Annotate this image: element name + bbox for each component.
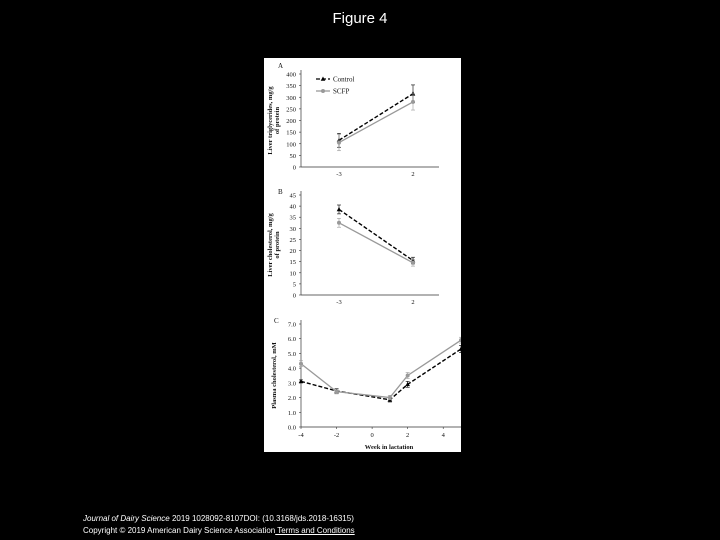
- y-axis-label: Plasma cholesterol, mM: [271, 342, 278, 409]
- y-tick-label: 350: [286, 83, 296, 91]
- panel-label-A: A: [278, 62, 284, 70]
- citation-text: 2019 1028092-8107DOI: (10.3168/jds.2018-16315): [169, 514, 354, 523]
- y-tick-label: 10: [289, 270, 296, 278]
- legend-label-control: Control: [333, 75, 355, 84]
- y-tick-label: 150: [286, 129, 296, 137]
- y-tick-label: 0: [292, 292, 296, 300]
- data-point-control: [337, 207, 342, 211]
- x-tick-label: 2: [406, 432, 410, 439]
- y-axis-label: Liver cholesterol, mg/g: [267, 213, 274, 277]
- series-line-scfp: [301, 340, 461, 397]
- series-line-scfp: [339, 223, 413, 263]
- x-tick-label: 0: [370, 432, 374, 439]
- y-tick-label: 3.0: [287, 380, 296, 388]
- y-axis-label-line2: of protein: [274, 106, 281, 135]
- journal-name: Journal of Dairy Science: [83, 514, 170, 523]
- y-tick-label: 35: [289, 214, 296, 222]
- x-tick-label: -3: [336, 171, 342, 178]
- y-tick-label: 30: [289, 225, 296, 233]
- x-tick-label: 2: [411, 299, 415, 306]
- y-tick-label: 250: [286, 106, 296, 114]
- data-point-scfp: [411, 100, 415, 104]
- y-tick-label: 0.0: [287, 424, 296, 432]
- figure-panel: [264, 58, 461, 452]
- y-tick-label: 100: [286, 141, 296, 149]
- figure-chart: [264, 58, 461, 452]
- data-point-scfp: [388, 396, 392, 400]
- data-point-scfp: [411, 261, 415, 265]
- y-tick-label: 20: [289, 248, 296, 256]
- y-tick-label: 5.0: [287, 350, 296, 358]
- data-point-scfp: [299, 362, 303, 366]
- series-line-control: [339, 94, 413, 141]
- y-tick-label: 0: [292, 164, 296, 172]
- y-tick-label: 40: [289, 203, 296, 211]
- data-point-control: [299, 379, 304, 383]
- legend-label-scfp: SCFP: [333, 87, 350, 96]
- x-tick-label: -4: [298, 432, 304, 439]
- citation-footer: [83, 513, 355, 537]
- y-axis-label: Liver triglycerides, mg/g: [267, 86, 274, 155]
- x-tick-label: 2: [411, 171, 415, 178]
- y-tick-label: 5: [292, 281, 296, 289]
- data-point-scfp: [406, 374, 410, 378]
- citation-line: [83, 513, 355, 525]
- y-tick-label: 400: [286, 71, 296, 79]
- y-tick-label: 1.0: [287, 409, 296, 417]
- y-tick-label: 25: [289, 236, 296, 244]
- y-tick-label: 4.0: [287, 365, 296, 373]
- y-tick-label: 45: [289, 192, 296, 200]
- y-axis-label-line2: of protein: [274, 231, 281, 259]
- y-tick-label: 15: [289, 259, 296, 267]
- x-tick-label: -3: [336, 299, 342, 306]
- data-point-scfp: [335, 390, 339, 394]
- panel-label-C: C: [274, 317, 279, 325]
- data-point-control: [459, 347, 461, 351]
- copyright-text: Copyright © 2019 American Dairy Science Association: [83, 526, 276, 535]
- x-tick-label: -2: [333, 432, 340, 439]
- copyright-line: [83, 525, 355, 537]
- series-line-control: [339, 209, 413, 260]
- data-point-scfp: [337, 221, 341, 225]
- data-point-scfp: [337, 141, 341, 145]
- y-tick-label: 200: [286, 118, 296, 125]
- y-tick-label: 300: [286, 94, 296, 102]
- y-tick-label: 7.0: [287, 321, 296, 329]
- x-axis-label: Week in lactation: [364, 444, 414, 451]
- series-line-scfp: [339, 102, 413, 143]
- x-tick-label: 4: [441, 432, 445, 439]
- y-tick-label: 2.0: [287, 395, 296, 403]
- figure-title: Figure 4: [332, 10, 388, 27]
- terms-link[interactable]: Terms and Conditions: [275, 526, 355, 535]
- y-tick-label: 50: [289, 152, 296, 160]
- legend-marker: [321, 89, 325, 93]
- panel-label-B: B: [278, 188, 283, 196]
- y-tick-label: 6.0: [287, 336, 296, 344]
